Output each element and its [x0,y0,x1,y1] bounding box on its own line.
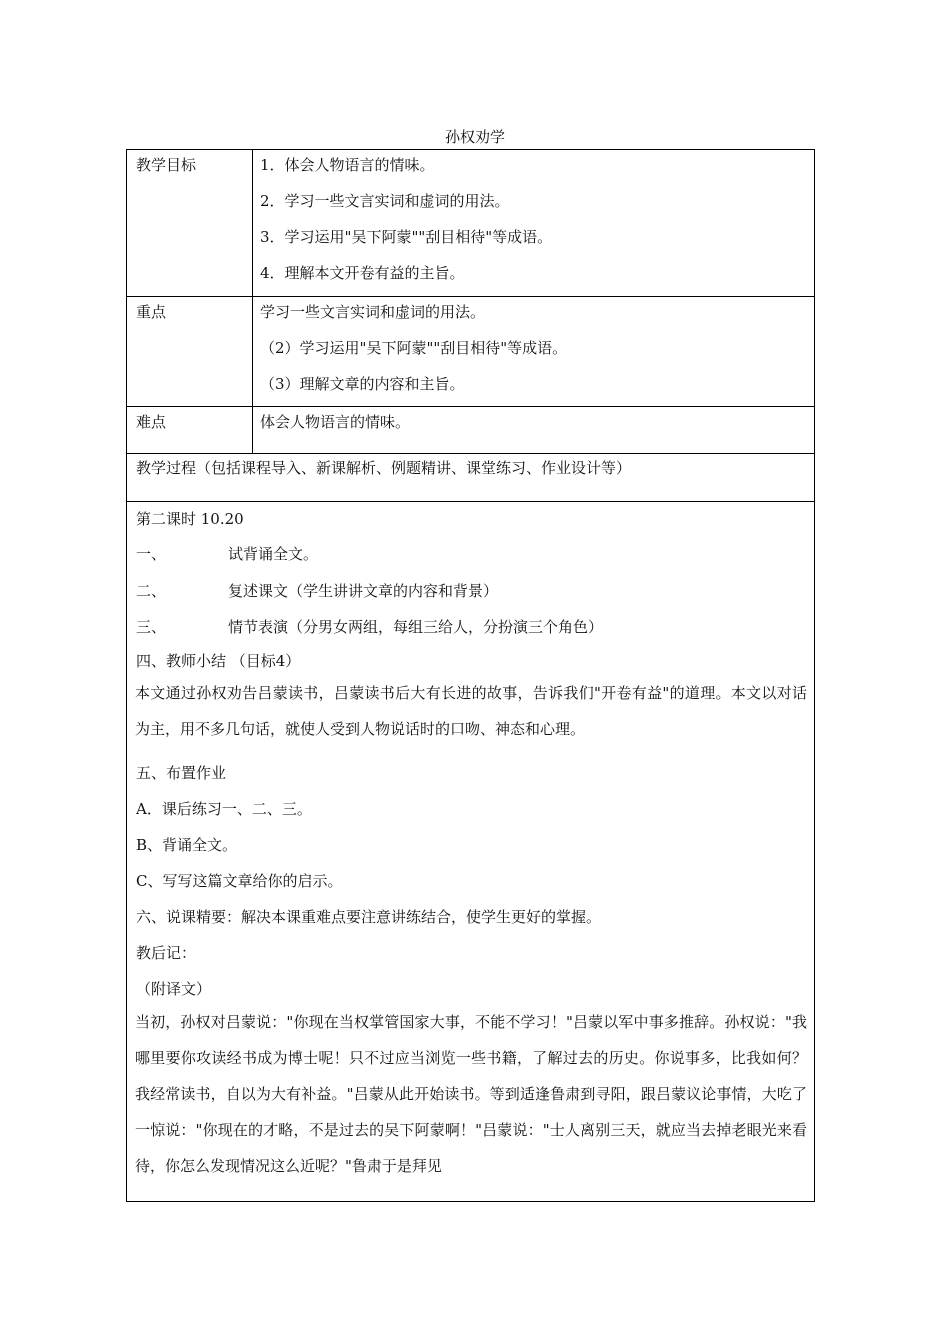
explanation-text: 六、说课精要：解决本课重难点要注意讲练结合，使学生更好的掌握。 [136,908,602,926]
goal-item: 3．学习运用"吴下阿蒙""刮目相待"等成语。 [260,228,553,246]
session-label: 第二课时 10.20 [136,510,244,528]
process-row [127,454,814,502]
translation-heading: （附译文） [136,980,212,998]
key-point-item: （3）理解文章的内容和主旨。 [260,375,465,393]
goals-row [127,150,814,297]
translation-paragraph: 当初，孙权对吕蒙说："你现在当权掌管国家大事，不能不学习！"吕蒙以军中事多推辞。孙权说："我哪里要你攻读经书成为博士呢！只不过应当浏览一些书籍，了解过去的历史。你说事多，比我如何？我经常读书，自以为大有补益。"吕蒙从此开始读书。等到适逢鲁肃到寻阳，跟吕蒙议论事情，大吃了一惊说："你现在的才略，不是过去的吴下阿蒙啊！"吕蒙说："士人离别三天，就应当去掉老眼光来看待，你怎么发现情况这么近呢？"鲁肃于是拜见 [135,1013,807,1175]
key-points-content [253,297,814,406]
difficulty-label: 难点 [127,407,253,453]
homework-item: C、写写这篇文章给你的启示。 [136,872,343,890]
lesson-plan-table [126,149,815,1202]
key-points-row [127,297,814,407]
step-number: 三、 [136,618,167,636]
step-number: 一、 [136,545,167,563]
goals-content [253,150,814,296]
step-number: 二、 [136,582,167,600]
step-text: 试背诵全文。 [228,545,319,563]
document-title: 孙权劝学 [444,128,505,146]
goal-item: 1．体会人物语言的情味。 [260,156,435,174]
postscript-label: 教后记： [136,944,197,962]
difficulty-row [127,407,814,454]
goal-item: 4．理解本文开卷有益的主旨。 [260,264,465,282]
goal-item: 2．学习一些文言实词和虚词的用法。 [260,192,510,210]
summary-heading: 四、教师小结 （目标4） [136,652,301,670]
step-text: 复述课文（学生讲讲文章的内容和背景） [228,582,499,600]
homework-heading: 五、布置作业 [136,764,227,782]
difficulty-text: 体会人物语言的情味。 [260,413,411,431]
lesson-body [127,502,814,1201]
process-heading: 教学过程（包括课程导入、新课解析、例题精讲、课堂练习、作业设计等） [136,459,632,477]
homework-item: A．课后练习一、二、三。 [136,800,312,818]
difficulty-content [253,407,814,453]
step-text: 情节表演（分男女两组，每组三给人，分扮演三个角色） [228,618,604,636]
homework-item: B、背诵全文。 [136,836,238,854]
summary-paragraph: 本文通过孙权劝告吕蒙读书，吕蒙读书后大有长进的故事，告诉我们"开卷有益"的道理。本文以对话为主，用不多几句话，就使人受到人物说话时的口吻、神态和心理。 [135,684,807,738]
key-points-label: 重点 [127,297,253,406]
goals-label: 教学目标 [127,150,253,296]
key-point-item: 学习一些文言实词和虚词的用法。 [260,303,486,321]
key-point-item: （2）学习运用"吴下阿蒙""刮目相待"等成语。 [260,339,568,357]
